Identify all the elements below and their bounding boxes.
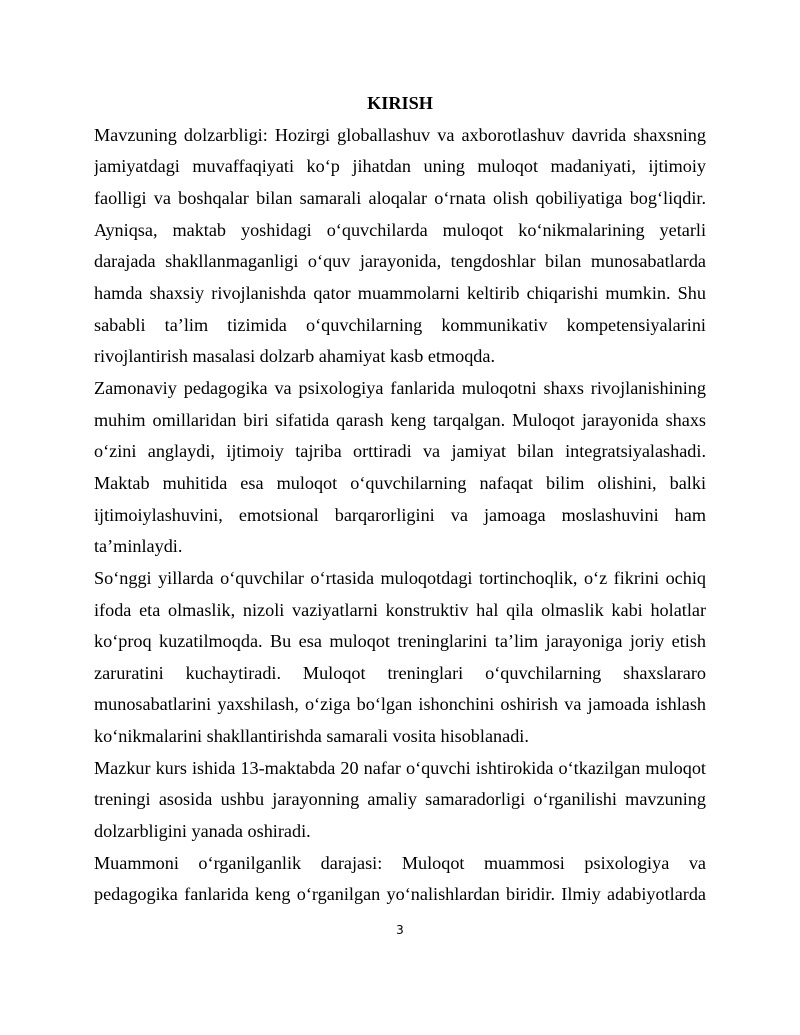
- text-line: Mavzuning dolzarbligi: Hozirgi globallashuv va axborotlashuv davrida shaxsning: [94, 124, 706, 145]
- paragraph-course-work: [94, 753, 706, 848]
- paragraph-recent-years: [94, 563, 706, 753]
- text-line: ijtimoiylashuvini, emotsional barqarorligini va jamoaga moslashuvini ham: [94, 504, 706, 525]
- text-line: jamiyatdagi muvaffaqiyati ko‘p jihatdan uning muloqot madaniyati, ijtimoiy: [94, 156, 706, 177]
- text-line: Muammoni o‘rganilganlik darajasi: Muloqot muammosi psixologiya va: [94, 852, 706, 873]
- section-heading: KIRISH: [367, 93, 433, 113]
- text-line: ko‘proq kuzatilmoqda. Bu esa muloqot treninglarini ta’lim jarayoniga joriy etish: [94, 631, 706, 652]
- text-line: o‘zini anglaydi, ijtimoiy tajriba orttiradi va jamiyat bilan integratsiyalashadi.: [94, 441, 706, 462]
- text-line: So‘nggi yillarda o‘quvchilar o‘rtasida muloqotdagi tortinchoqlik, o‘z fikrini ochiq: [94, 567, 706, 588]
- text-line: ifoda eta olmaslik, nizoli vaziyatlarni konstruktiv hal qila olmaslik kabi holatlar: [94, 599, 706, 620]
- text-line: darajada shakllanmaganligi o‘quv jarayonida, tengdoshlar bilan munosabatlarda: [94, 251, 706, 272]
- text-line: muhim omillaridan biri sifatida qarash keng tarqalgan. Muloqot jarayonida shaxs: [94, 409, 706, 430]
- page-body: [94, 88, 706, 911]
- text-line: dolzarbligini yanada oshiradi.: [94, 821, 311, 842]
- text-line: munosabatlarini yaxshilash, o‘ziga bo‘lgan ishonchini oshirish va jamoada ishlash: [94, 694, 706, 715]
- page-number: 3: [396, 923, 404, 937]
- text-line: Zamonaviy pedagogika va psixologiya fanlarida muloqotni shaxs rivojlanishining: [94, 377, 706, 398]
- paragraph-modern-pedagogy: [94, 373, 706, 563]
- text-line: faolligi va boshqalar bilan samarali aloqalar o‘rnata olish qobiliyatiga bog‘liqdir.: [94, 187, 706, 208]
- paragraph-research-degree: [94, 848, 706, 911]
- text-line: pedagogika fanlarida keng o‘rganilgan yo‘nalishlardan biridir. Ilmiy adabiyotlarda: [94, 884, 706, 905]
- text-line: hamda shaxsiy rivojlanishda qator muammolarni keltirib chiqarishi mumkin. Shu: [94, 282, 706, 303]
- text-line: sababli ta’lim tizimida o‘quvchilarning kommunikativ kompetensiyalarini: [94, 314, 706, 335]
- text-line: Ayniqsa, maktab yoshidagi o‘quvchilarda muloqot ko‘nikmalarining yetarli: [94, 219, 706, 240]
- text-line: Mazkur kurs ishida 13-maktabda 20 nafar o‘quvchi ishtirokida o‘tkazilgan muloqot: [94, 757, 706, 778]
- text-line: zaruratini kuchaytiradi. Muloqot treninglari o‘quvchilarning shaxslararo: [94, 662, 706, 683]
- text-line: rivojlantirish masalasi dolzarb ahamiyat kasb etmoqda.: [94, 346, 496, 367]
- text-line: ko‘nikmalarini shakllantirishda samarali vosita hisoblanadi.: [94, 726, 529, 747]
- text-line: ta’minlaydi.: [94, 536, 183, 557]
- paragraph-relevance: [94, 120, 706, 373]
- text-line: treningi asosida ushbu jarayonning amaliy samaradorligi o‘rganilishi mavzuning: [94, 789, 706, 810]
- text-line: Maktab muhitida esa muloqot o‘quvchilarning nafaqat bilim olishini, balki: [94, 472, 706, 493]
